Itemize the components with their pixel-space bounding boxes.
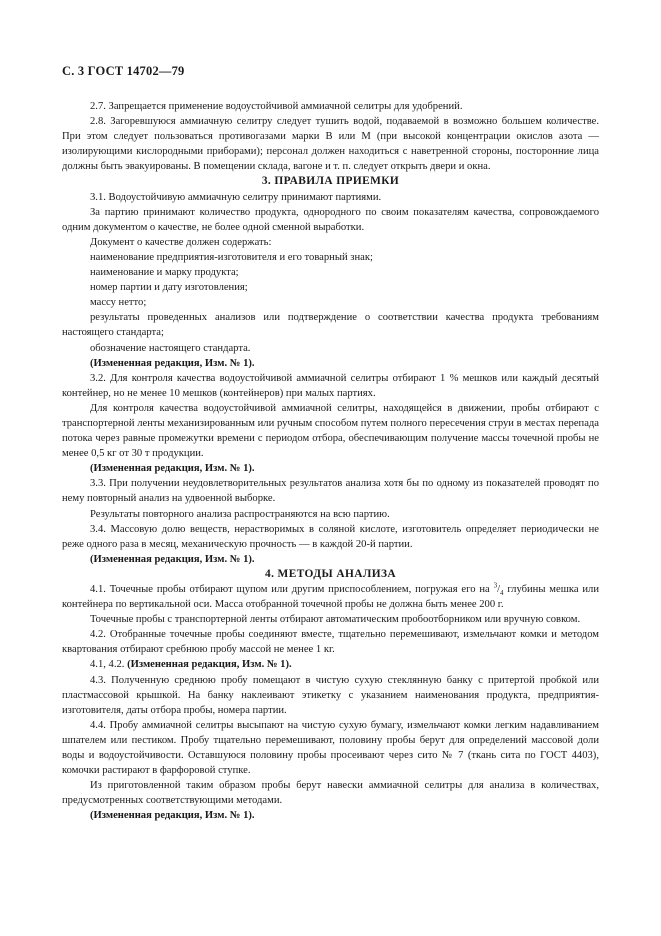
list-item-analysis-results: результаты проведенных анализов или подтверждение о соответствии качества продукта требованиям настоящего стандарта; — [62, 312, 599, 339]
paragraph-4-4: 4.4. Пробу аммиачной селитры высыпают на чистую сухую бумагу, измельчают комки легким надавливанием шпателем или пестиком. Пробу тщательно перемешивают, половину пробы берут для определений массовой доли воды и водоустойчивости. Оставшуюся половину пробы просеивают через сито № 7 (ткань сита по ГОСТ 4403), комочки растирают в фарфоровой ступке. — [62, 719, 599, 777]
paragraph-moving-sampling: Для контроля качества водоустойчивой аммиачной селитры, находящейся в движении, пробы отбирают с транспортерной ленты механизированным или ручным способом путем полного пересечения струи в местах перепада потока через равные промежутки времени с периодом отбора, обеспечивающим получение массы точечной пробы не менее 0,5 кг от 30 т продукции. — [62, 402, 599, 460]
fraction-numerator: 3 — [493, 581, 498, 590]
paragraph-2-8: 2.8. Загоревшуюся аммиачную селитру следует тушить водой, подаваемой в возможно большем количестве. При этом следует пользоваться противогазами марки В или М (при высокой концентрации окислов азота — изолирующими кислородными приборами); персонал должен находиться с наветренной стороны, посторонние лица должны быть эвакуированы. В помещении склада, вагоне и т. п. следует открыть двери и окна. — [62, 116, 599, 173]
list-item-net-mass: массу нетто; — [90, 297, 147, 309]
amendment-note: (Измененная редакция, Изм. № 1). — [90, 553, 255, 565]
paragraph-repeat-results: Результаты повторного анализа распространяются на всю партию. — [90, 508, 390, 520]
amendment-note: (Измененная редакция, Изм. № 1). — [90, 810, 255, 822]
paragraph-amendment-4-1-4-2 — [62, 657, 599, 672]
running-header: С. 3 ГОСТ 14702—79 — [62, 64, 185, 78]
document-body — [62, 99, 599, 824]
amendment-note: (Измененная редакция, Изм. № 1). — [90, 357, 255, 369]
paragraph-4-2: 4.2. Отобранные точечные пробы соединяют вместе, тщательно перемешивают, измельчают комки и методом квартования отбирают сребнюю пробу массой не менее 1 кг. — [62, 629, 599, 656]
list-item-manufacturer: наименование предприятия-изготовителя и его товарный знак; — [90, 251, 373, 263]
list-item-batch-number: номер партии и дату изготовления; — [90, 282, 248, 294]
paragraph-batch-definition: За партию принимают количество продукта, однородного по своим показателям качества, сопровождаемого одним документом о качестве, не более одной сменной выработки. — [62, 206, 599, 233]
amendment-note: (Измененная редакция, Изм. № 1). — [127, 659, 292, 671]
paragraph-quality-document: Документ о качестве должен содержать: — [90, 236, 272, 248]
section-4-heading: 4. МЕТОДЫ АНАЛИЗА — [264, 567, 397, 580]
section-3-heading: 3. ПРАВИЛА ПРИЕМКИ — [261, 175, 400, 188]
text-run: 4.1. Точечные пробы отбирают щупом или другим приспособлением, погружая его на — [90, 584, 494, 595]
amendment-note: (Измененная редакция, Изм. № 1). — [90, 463, 255, 475]
paragraph-3-1: 3.1. Водоустойчивую аммиачную селитру принимают партиями. — [90, 191, 382, 203]
paragraph-4-1: 4.1. Точечные пробы отбирают щупом или другим приспособлением, погружая его на $^3/_4$ глубины мешка или контейнера по вертикальной оси. Масса отобранной точечной пробы не должна быть менее 200 г. — [62, 581, 600, 611]
fraction-denominator: 4 — [500, 589, 504, 598]
paragraph-3-4: 3.4. Массовую долю веществ, нерастворимых в соляной кислоте, изготовитель определяет периодически не реже одного раза в месяц, механическую прочность — в каждой 20-й партии. — [62, 523, 599, 550]
text-run: глубины мешка или контейнера по вертикальной оси. Масса отобранной точечной пробы не должна быть менее 200 г. — [62, 584, 600, 611]
list-item-product-name: наименование и марку продукта; — [90, 267, 239, 279]
paragraph-sample-portions: Из приготовленной таким образом пробы берут навески аммиачной селитры для анализа в количествах, предусмотренных соответствующими методами. — [62, 780, 599, 807]
paragraph-conveyor-sampling: Точечные пробы с транспортерной ленты отбирают автоматическим пробоотборником или вручную совком. — [90, 614, 581, 626]
paragraph-2-7: 2.7. Запрещается применение водоустойчивой аммиачной селитры для удобрений. — [90, 101, 463, 112]
paragraph-3-2: 3.2. Для контроля качества водоустойчивой аммиачной селитры отбирают 1 % мешков или каждый десятый контейнер, но не менее 10 мешков (контейнеров) при малых партиях. — [62, 372, 599, 399]
paragraph-3-3: 3.3. При получении неудовлетворительных результатов анализа хотя бы по одному из показателей проводят по нему повторный анализ на удвоенной выборке. — [62, 478, 599, 505]
paragraph-4-3: 4.3. Полученную среднюю пробу помещают в чистую сухую стеклянную банку с притертой пробкой или пластмассовой крышкой. На банку наклеивают этикетку с указанием наименования продукта, предприятия-изготовителя, даты отбора пробы, номера партии. — [62, 674, 599, 716]
text-run: 4.1, 4.2. — [90, 659, 128, 671]
list-item-standard-designation: обозначение настоящего стандарта. — [90, 342, 251, 354]
